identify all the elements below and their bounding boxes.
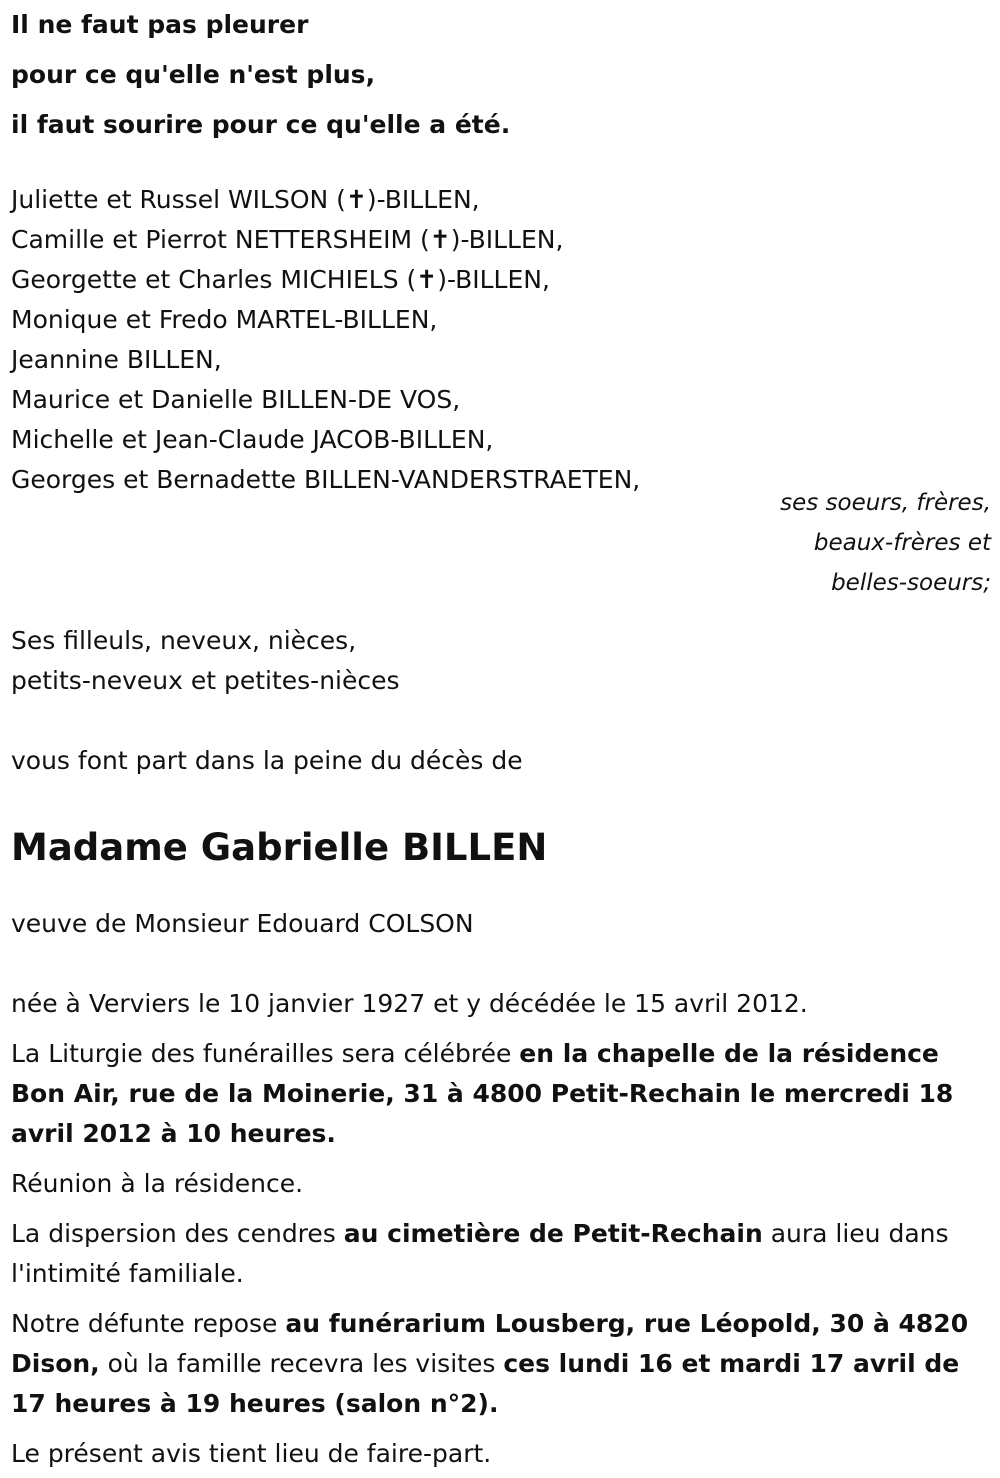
family-member: Jeannine BILLEN, bbox=[11, 345, 222, 374]
cross-icon: ✝ bbox=[429, 225, 451, 254]
family-member bbox=[11, 180, 991, 220]
widow-of-text: veuve de Monsieur Edouard COLSON bbox=[11, 909, 474, 938]
cross-icon: ✝ bbox=[345, 185, 367, 214]
birth-death-text: née à Verviers le 10 janvier 1927 et y décédée le 15 avril 2012. bbox=[11, 989, 808, 1018]
family-member: Maurice et Danielle BILLEN-DE VOS, bbox=[11, 385, 461, 414]
family-list bbox=[11, 180, 991, 500]
family-member: Michelle et Jean-Claude JACOB-BILLEN, bbox=[11, 425, 494, 454]
reunion-text: Réunion à la résidence. bbox=[11, 1169, 304, 1198]
relation-line-3: belles-soeurs; bbox=[831, 570, 991, 596]
relation-line-1: ses soeurs, frères, bbox=[780, 490, 991, 516]
family-member-suffix: )-BILLEN, bbox=[437, 265, 550, 294]
family-member-name: Camille et Pierrot NETTERSHEIM ( bbox=[11, 225, 430, 254]
relatives-line-2: petits-neveux et petites-nièces bbox=[11, 666, 400, 695]
visit-middle: où la famille recevra les visites bbox=[99, 1349, 504, 1378]
relatives-line-1: Ses filleuls, neveux, nièces, bbox=[11, 626, 357, 655]
deceased-name: Madame Gabrielle BILLEN bbox=[11, 826, 548, 869]
family-member: Georges et Bernadette BILLEN-VANDERSTRAETEN, bbox=[11, 465, 641, 494]
family-member-name: Juliette et Russel WILSON ( bbox=[11, 185, 346, 214]
announcement-text: vous font part dans la peine du décès de bbox=[11, 746, 523, 775]
dispersion-outro: aura lieu dans l'intimité familiale. bbox=[11, 1219, 949, 1288]
closing-note: Le présent avis tient lieu de faire-part. bbox=[11, 1439, 492, 1468]
other-relatives bbox=[11, 621, 991, 701]
visit-times: ces lundi 16 et mardi 17 avril de 17 heures à 19 heures (salon n°2). bbox=[11, 1349, 960, 1418]
dispersion-location: au cimetière de Petit-Rechain bbox=[343, 1219, 763, 1248]
quote-line-3: il faut sourire pour ce qu'elle a été. bbox=[11, 110, 511, 139]
visit-paragraph bbox=[11, 1304, 991, 1424]
liturgy-details: en la chapelle de la résidence Bon Air, rue de la Moinerie, 31 à 4800 Petit-Rechain le mercredi 18 avril 2012 à 10 heures. bbox=[11, 1039, 954, 1148]
family-member-name: Georgette et Charles MICHIELS ( bbox=[11, 265, 417, 294]
dispersion-paragraph bbox=[11, 1214, 991, 1294]
cross-icon: ✝ bbox=[416, 265, 438, 294]
quote-line-2: pour ce qu'elle n'est plus, bbox=[11, 60, 376, 89]
family-member bbox=[11, 220, 991, 260]
visit-intro: Notre défunte repose bbox=[11, 1309, 286, 1338]
family-member: Monique et Fredo MARTEL-BILLEN, bbox=[11, 305, 438, 334]
family-relation-note bbox=[11, 483, 991, 603]
obituary-notice bbox=[11, 0, 991, 1474]
liturgy-paragraph bbox=[11, 1034, 991, 1154]
family-member-suffix: )-BILLEN, bbox=[366, 185, 480, 214]
quote-line-1: Il ne faut pas pleurer bbox=[11, 10, 309, 39]
liturgy-intro: La Liturgie des funérailles sera célébrée bbox=[11, 1039, 520, 1068]
relation-line-2: beaux-frères et bbox=[813, 530, 991, 556]
family-member-suffix: )-BILLEN, bbox=[450, 225, 564, 254]
dispersion-intro: La dispersion des cendres bbox=[11, 1219, 344, 1248]
epitaph-quote bbox=[11, 0, 991, 150]
visit-location: au funérarium Lousberg, rue Léopold, 30 à 4820 Dison, bbox=[11, 1309, 969, 1378]
family-member bbox=[11, 260, 991, 300]
